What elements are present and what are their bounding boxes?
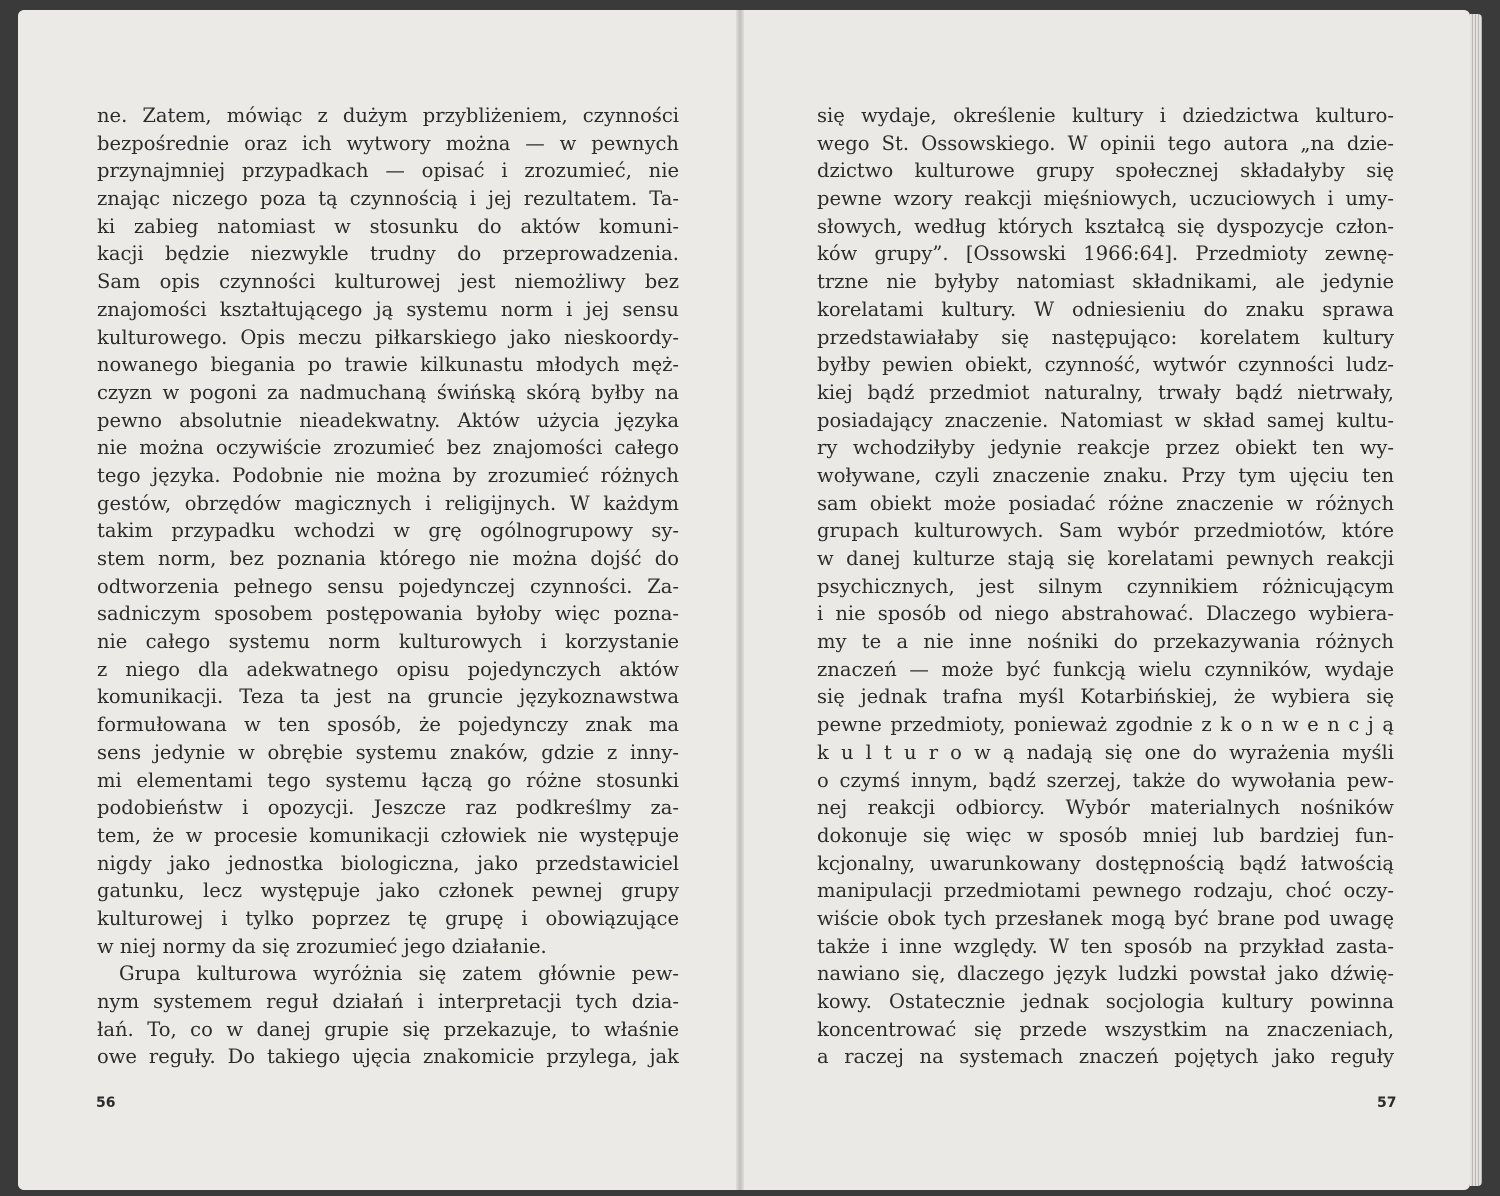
text-line: znajomości kształtującego ją systemu norm i jej sensu [97,297,679,321]
text-line: byłby pewien obiekt, czynność, wytwór czynności ludz- [817,353,1394,377]
text-line: znając niczego poza tą czynnością i jej rezultatem. Ta- [97,187,679,211]
text-line: czyzn w pogoni za nadmuchaną świńską skórą byłby na [97,380,679,404]
left-page-text [97,102,679,1071]
text-line: sam obiekt może posiadać różne znaczenie w różnych [817,491,1394,515]
text-line: się jednak trafna myśl Kotarbińskiej, że wybiera się [817,685,1394,709]
text-line: także i inne względy. W ten sposób na przykład zasta- [817,934,1394,958]
text-line: posiadający znaczenie. Natomiast w skład samej kultu- [817,408,1394,432]
text-line: korelatami kultury. W odniesieniu do znaku sprawa [817,297,1394,321]
text-line: gestów, obrzędów magicznych i religijnych. W każdym [97,491,679,515]
text-line: gatunku, lecz występuje jako członek pewnej grupy [97,879,679,903]
right-page-number: 57 [1377,1095,1397,1111]
text-line: trzne nie byłyby natomiast składnikami, ale jedynie [817,270,1394,294]
book-gutter [736,10,744,1190]
left-page-number: 56 [96,1095,116,1111]
text-line: nie można oczywiście zrozumieć bez znajomości całego [97,436,679,460]
text-line: nowanego biegania po trawie kilkunastu młodych męż- [97,353,679,377]
text-line: kcjonalny, uwarunkowany dostępnością bądź łatwością [817,851,1394,875]
text-line: wego St. Ossowskiego. W opinii tego autora „na dzie- [817,131,1394,155]
text-line: ki zabieg natomiast w stosunku do aktów komuni- [97,214,679,238]
text-line: w niej normy da się zrozumieć jego działanie. [97,934,547,958]
text-line: kulturowej i tylko poprzez tę grupę i obowiązujące [97,906,679,930]
text-line: kiej bądź przedmiot naturalny, trwały bądź nietrwały, [817,380,1394,404]
text-line: nym systemem reguł działań i interpretacji tych dzia- [97,990,679,1013]
text-line: kacji będzie niezwykle trudny do przeprowadzenia. [97,242,679,266]
text-line: odtworzenia pełnego sensu pojedynczej czynności. Za- [97,574,679,598]
text-line: k u l t u r o w ą nadają się one do wyrażenia myśli [817,740,1394,764]
text-line: takim przypadku wchodzi w grę ogólnogrupowy sy- [97,519,679,543]
text-line: dokonuje się więc w sposób mniej lub bardziej fun- [817,823,1394,847]
text-line: w danej kulturze stają się korelatami pewnych reakcji [817,547,1394,570]
text-line: tego języka. Podobnie nie można by zrozumieć różnych [97,463,679,487]
text-line: słowych, według których kształcą się dyspozycje człon- [817,214,1394,238]
text-line: woływane, czyli znaczenie znaku. Przy tym ujęciu ten [817,463,1394,487]
text-line: wiście obok tych przesłanek mogą być brane pod uwagę [817,906,1394,930]
text-line: Grupa kulturowa wyróżnia się zatem głównie pew- [119,962,679,986]
right-page-text [817,102,1394,1071]
text-line: ry wchodziłyby jedynie reakcje przez obiekt ten wy- [817,436,1394,460]
text-line: pewne wzory reakcji mięśniowych, uczuciowych i umy- [817,187,1394,211]
text-line: pewne przedmioty, ponieważ zgodnie z k o n w e n c j ą [817,713,1394,737]
text-line: przynajmniej przypadkach — opisać i zrozumieć, nie [97,159,679,183]
text-line: koncentrować się przede wszystkim na znaczeniach, [817,1017,1394,1041]
text-line: dzictwo kulturowe grupy społecznej składałyby się [817,159,1394,183]
text-line: kulturowego. Opis meczu piłkarskiego jako nieskoordy- [97,325,679,349]
text-line: bezpośrednie oraz ich wytwory można — w pewnych [97,131,679,155]
right-page [740,10,1470,1190]
text-line: o czymś innym, bądź szerzej, także do wywołania pew- [817,768,1394,792]
text-line: tem, że w procesie komunikacji człowiek nie występuje [97,823,679,847]
text-line: kowy. Ostatecznie jednak socjologia kultury powinna [817,990,1394,1013]
text-line: a raczej na systemach znaczeń pojętych jako reguły [817,1045,1394,1069]
text-line: sens jedynie w obrębie systemu znaków, gdzie z inny- [97,740,679,764]
text-line: z niego dla adekwatnego opisu pojedynczych aktów [97,657,679,681]
text-line: psychicznych, jest silnym czynnikiem różnicującym [817,574,1394,598]
text-line: pewno absolutnie nieadekwatny. Aktów użycia języka [97,408,679,432]
text-line: manipulacji przedmiotami pewnego rodzaju, choć oczy- [817,879,1394,903]
book-spread [8,10,1484,1190]
text-line: nigdy jako jednostka biologiczna, jako przedstawiciel [97,851,679,875]
text-line: nawiano się, dlaczego język ludzki powstał jako dźwię- [817,962,1394,986]
text-line: nie całego systemu norm kulturowych i korzystanie [97,630,679,654]
text-line: ne. Zatem, mówiąc z dużym przybliżeniem, czynności [97,104,679,127]
text-line: mi elementami tego systemu łączą go różne stosunki [97,768,679,792]
text-line: ków grupy”. [Ossowski 1966:64]. Przedmioty zewnę- [817,242,1394,266]
left-page [18,10,740,1190]
text-line: i nie sposób od niego abstrahować. Dlaczego wybiera- [817,602,1394,626]
text-line: owe reguły. Do takiego ujęcia znakomicie przylega, jak [97,1045,679,1069]
page-edges [1470,14,1482,1186]
text-line: znaczeń — może być funkcją wielu czynników, wydaje [817,657,1394,681]
text-line: nej reakcji odbiorcy. Wybór materialnych nośników [817,796,1394,820]
text-line: formułowana w ten sposób, że pojedynczy znak ma [97,713,679,737]
text-line: Sam opis czynności kulturowej jest niemożliwy bez [97,270,679,294]
text-line: sadniczym sposobem postępowania byłoby więc pozna- [97,602,679,626]
text-line: przedstawiałaby się następująco: korelatem kultury [817,325,1394,349]
text-line: stem norm, bez poznania którego nie można dojść do [97,547,679,570]
text-line: my te a nie inne nośniki do przekazywania różnych [817,630,1394,654]
text-line: komunikacji. Teza ta jest na gruncie językoznawstwa [97,685,679,709]
text-line: podobieństw i opozycji. Jeszcze raz podkreślmy za- [97,796,679,820]
text-line: grupach kulturowych. Sam wybór przedmiotów, które [817,519,1394,543]
text-line: łań. To, co w danej grupie się przekazuje, to właśnie [97,1017,679,1041]
text-line: się wydaje, określenie kultury i dziedzictwa kulturo- [817,104,1394,127]
